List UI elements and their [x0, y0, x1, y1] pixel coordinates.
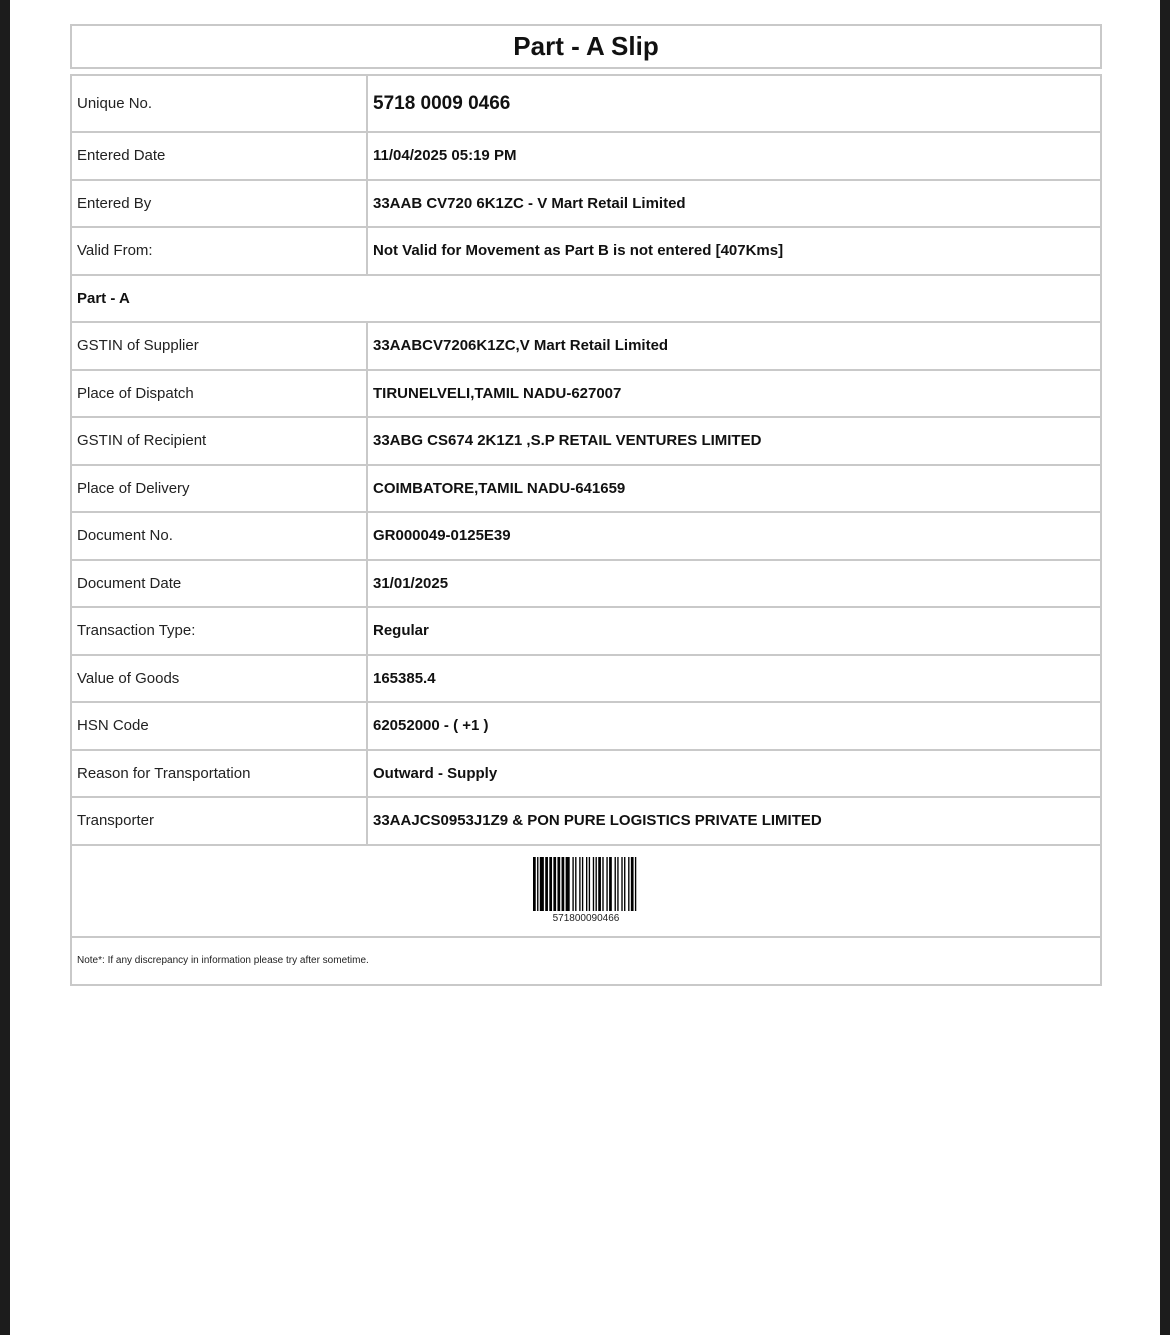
gstin-supplier-label: GSTIN of Supplier: [72, 323, 368, 369]
transaction-type-value: Regular: [373, 622, 429, 640]
value-of-goods-value: 165385.4: [373, 669, 436, 687]
barcode-section: [72, 846, 1100, 938]
entered-by-value: 33AAB CV720 6K1ZC - V Mart Retail Limited: [373, 194, 686, 212]
barcode-bar: [606, 857, 607, 911]
barcode-bar: [553, 857, 556, 911]
row-transporter: [72, 798, 1100, 846]
gstin-supplier-value: 33AABCV7206K1ZC,V Mart Retail Limited: [373, 337, 669, 355]
gstin-recipient-value: 33ABG CS674 2K1Z1 ,S.P RETAIL VENTURES LIMITED: [373, 432, 762, 450]
row-reason-for-transportation: [72, 751, 1100, 799]
barcode-image: [531, 857, 641, 911]
entered-date-value: 11/04/2025 05:19 PM: [373, 147, 517, 165]
row-valid-from: [72, 228, 1100, 276]
barcode-bar: [624, 857, 625, 911]
barcode-bar: [582, 857, 583, 911]
row-entered-date: [72, 133, 1100, 181]
document-date-label: Document Date: [72, 561, 368, 607]
reason-for-transportation-label: Reason for Transportation: [72, 751, 368, 797]
place-of-delivery-label: Place of Delivery: [72, 466, 368, 512]
barcode-bar: [579, 857, 580, 911]
slip-table: [70, 74, 1102, 986]
entered-by-label: Entered By: [72, 181, 368, 227]
barcode-bar: [575, 857, 576, 911]
gstin-recipient-label: GSTIN of Recipient: [72, 418, 368, 464]
document-date-value: 31/01/2025: [373, 574, 449, 592]
place-of-dispatch-value: TIRUNELVELI,TAMIL NADU-627007: [373, 384, 622, 402]
barcode-bar: [617, 857, 618, 911]
unique-no-label: Unique No.: [72, 76, 368, 131]
document-no-label: Document No.: [72, 513, 368, 559]
slip-title: Part - A Slip: [70, 24, 1102, 69]
hsn-code-value: 62052000 - ( +1 ): [373, 717, 489, 735]
barcode-bar: [609, 857, 612, 911]
barcode-bar: [615, 857, 616, 911]
value-of-goods-label: Value of Goods: [72, 656, 368, 702]
row-gstin-supplier: [72, 323, 1100, 371]
barcode-bar: [557, 857, 560, 911]
barcode-bar: [566, 857, 570, 911]
barcode-bar: [589, 857, 590, 911]
row-value-of-goods: [72, 656, 1100, 704]
barcode-bar: [628, 857, 629, 911]
row-hsn-code: [72, 703, 1100, 751]
barcode-bar: [545, 857, 548, 911]
barcode-bar: [586, 857, 587, 911]
row-unique-no: [72, 76, 1100, 133]
barcode-bar: [549, 857, 552, 911]
document-no-value: GR000049-0125E39: [373, 527, 511, 545]
barcode-bar: [635, 857, 636, 911]
row-place-of-dispatch: [72, 371, 1100, 419]
barcode-bar: [621, 857, 622, 911]
unique-no-value: 5718 0009 0466: [373, 92, 511, 114]
barcode-bar: [540, 857, 544, 911]
barcode-bar: [598, 857, 601, 911]
transaction-type-label: Transaction Type:: [72, 608, 368, 654]
row-place-of-delivery: [72, 466, 1100, 514]
valid-from-value: Not Valid for Movement as Part B is not entered [407Kms]: [373, 242, 784, 260]
row-transaction-type: [72, 608, 1100, 656]
section-part-a-heading: Part - A: [72, 276, 1100, 324]
barcode-bar: [562, 857, 565, 911]
barcode-bar: [602, 857, 603, 911]
row-gstin-recipient: [72, 418, 1100, 466]
barcode-bar: [572, 857, 573, 911]
document-page: [10, 0, 1160, 1335]
note-text: Note*: If any discrepancy in information please try after sometime.: [77, 955, 369, 966]
barcode-bar: [596, 857, 597, 911]
barcode-bar: [631, 857, 634, 911]
place-of-delivery-value: COIMBATORE,TAMIL NADU-641659: [373, 479, 626, 497]
row-entered-by: [72, 181, 1100, 229]
reason-for-transportation-value: Outward - Supply: [373, 764, 498, 782]
barcode-number: 571800090466: [552, 913, 620, 924]
transporter-label: Transporter: [72, 798, 368, 844]
barcode-bar: [533, 857, 536, 911]
transporter-value: 33AAJCS0953J1Z9 & PON PURE LOGISTICS PRIVATE LIMITED: [373, 812, 822, 830]
row-document-no: [72, 513, 1100, 561]
hsn-code-label: HSN Code: [72, 703, 368, 749]
entered-date-label: Entered Date: [72, 133, 368, 179]
place-of-dispatch-label: Place of Dispatch: [72, 371, 368, 417]
row-document-date: [72, 561, 1100, 609]
valid-from-label: Valid From:: [72, 228, 368, 274]
barcode-bar: [537, 857, 538, 911]
barcode-bar: [593, 857, 594, 911]
